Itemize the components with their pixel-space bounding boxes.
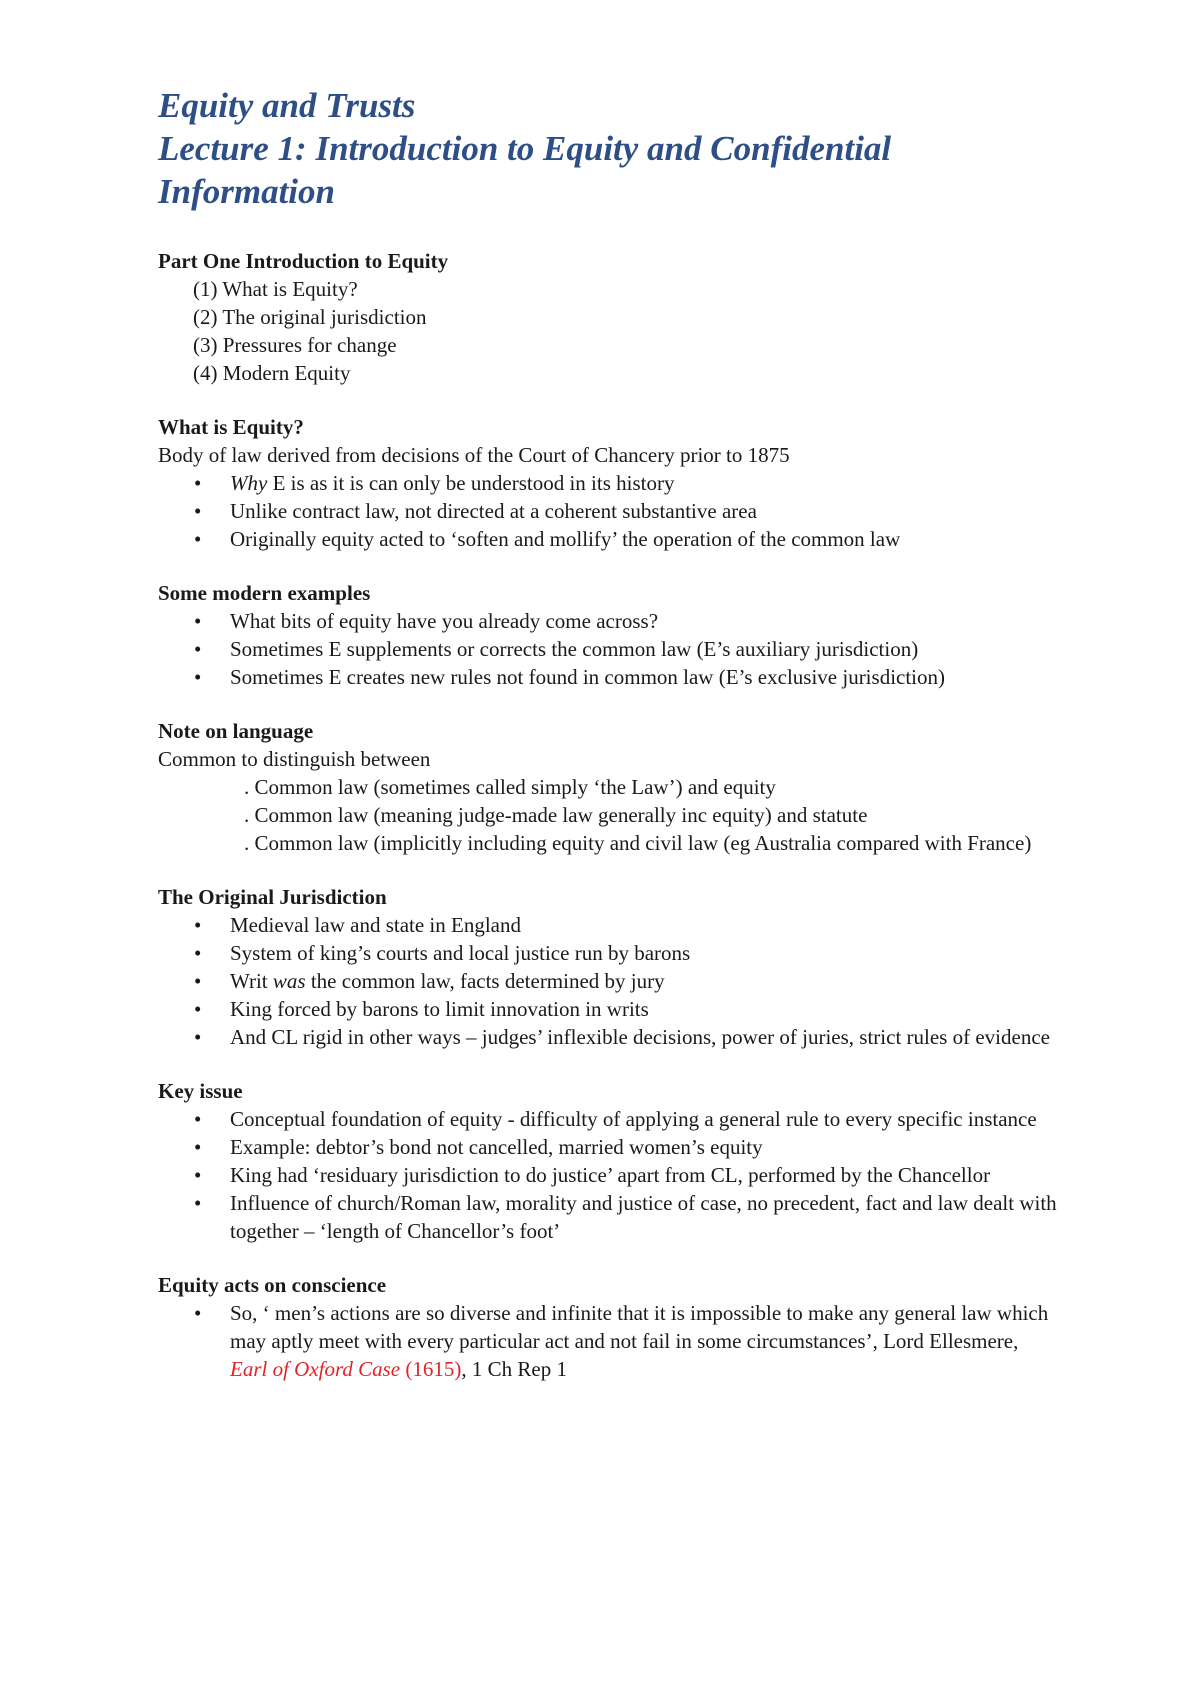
section-note-on-language (158, 717, 1058, 857)
item-text: King had ‘residuary jurisdiction to do justice’ apart from CL, performed by the Chancellor (230, 1163, 991, 1187)
list-item (158, 1189, 1058, 1245)
emphasis-text: was (272, 969, 306, 993)
emphasis-text: Why (230, 471, 268, 495)
item-text: System of king’s courts and local justice run by barons (230, 941, 691, 965)
bullet-list (158, 607, 1058, 691)
item-text: . Common law (implicitly including equity and civil law (eg Australia compared with France) (244, 831, 1032, 855)
list-item (158, 967, 1058, 995)
list-item (158, 663, 1058, 691)
list-item: (1) What is Equity? (193, 277, 358, 301)
bullet-list (158, 911, 1058, 1051)
section-modern-examples (158, 579, 1058, 691)
list-item (158, 995, 1058, 1023)
bullet-icon: • (194, 1135, 202, 1159)
bullet-icon: • (194, 1025, 202, 1049)
section-original-jurisdiction (158, 883, 1058, 1051)
list-item (158, 1299, 1058, 1383)
item-text: . Common law (meaning judge-made law generally inc equity) and statute (244, 803, 868, 827)
section-heading: Some modern examples (158, 581, 371, 605)
section-conscience (158, 1271, 1058, 1383)
list-item (230, 829, 1058, 857)
section-heading: Note on language (158, 719, 314, 743)
section-heading: Key issue (158, 1079, 243, 1103)
numbered-list (158, 275, 1058, 387)
item-text: Writ (230, 969, 273, 993)
dotted-list (158, 773, 1058, 857)
item-text: Influence of church/Roman law, morality and justice of case, no precedent, fact and law dealt with together – ‘length of Chancellor’s foot’ (230, 1191, 1057, 1243)
bullet-icon: • (194, 969, 202, 993)
document-title (158, 84, 1058, 213)
bullet-icon: • (194, 941, 202, 965)
list-item (158, 911, 1058, 939)
bullet-icon: • (194, 527, 202, 551)
bullet-icon: • (194, 637, 202, 661)
item-text: Unlike contract law, not directed at a coherent substantive area (230, 499, 757, 523)
section-heading: The Original Jurisdiction (158, 885, 387, 909)
bullet-icon: • (194, 1107, 202, 1131)
item-text: And CL rigid in other ways – judges’ inflexible decisions, power of juries, strict rules of evidence (230, 1025, 1050, 1049)
case-name: Earl of Oxford Case (230, 1357, 401, 1381)
item-text: E is as it is can only be understood in its history (267, 471, 675, 495)
case-year: (1615) (405, 1357, 462, 1381)
section-intro: Common to distinguish between (158, 747, 431, 771)
bullet-icon: • (194, 471, 202, 495)
item-text: Originally equity acted to ‘soften and mollify’ the operation of the common law (230, 527, 901, 551)
bullet-list (158, 1105, 1058, 1245)
item-text: the common law, facts determined by jury (305, 969, 665, 993)
bullet-icon: • (194, 1301, 202, 1325)
section-heading: What is Equity? (158, 415, 304, 439)
title-line-2: Lecture 1: Introduction to Equity and Confidential (158, 129, 892, 168)
list-item (158, 1133, 1058, 1161)
case-citation: , 1 Ch Rep 1 (461, 1357, 567, 1381)
list-item (158, 497, 1058, 525)
item-text: Medieval law and state in England (230, 913, 521, 937)
bullet-list (158, 1299, 1058, 1383)
item-text: . Common law (sometimes called simply ‘the Law’) and equity (244, 775, 776, 799)
document-page (158, 84, 1058, 1409)
list-item (158, 1105, 1058, 1133)
section-intro: Body of law derived from decisions of the Court of Chancery prior to 1875 (158, 443, 790, 467)
bullet-icon: • (194, 1191, 202, 1215)
bullet-icon: • (194, 499, 202, 523)
item-text: Sometimes E supplements or corrects the common law (E’s auxiliary jurisdiction) (230, 637, 919, 661)
bullet-icon: • (194, 997, 202, 1021)
bullet-icon: • (194, 1163, 202, 1187)
item-text: Example: debtor’s bond not cancelled, married women’s equity (230, 1135, 763, 1159)
list-item (230, 773, 1058, 801)
bullet-icon: • (194, 913, 202, 937)
section-key-issue (158, 1077, 1058, 1245)
list-item (158, 939, 1058, 967)
list-item: (4) Modern Equity (193, 361, 351, 385)
list-item: (2) The original jurisdiction (193, 305, 427, 329)
bullet-list (158, 469, 1058, 553)
section-heading: Equity acts on conscience (158, 1273, 387, 1297)
title-line-1: Equity and Trusts (158, 86, 416, 125)
list-item: (3) Pressures for change (193, 333, 397, 357)
section-heading: Part One Introduction to Equity (158, 249, 449, 273)
section-part-one (158, 247, 1058, 387)
list-item (158, 469, 1058, 497)
list-item (230, 801, 1058, 829)
quote-text: So, ‘ men’s actions are so diverse and infinite that it is impossible to make any general law which may aptly meet with every particular act and not fail in some circumstances’, Lord Ellesmere, (230, 1301, 1049, 1353)
title-line-3: Information (158, 172, 335, 211)
list-item (158, 1161, 1058, 1189)
item-text: Sometimes E creates new rules not found in common law (E’s exclusive jurisdiction) (230, 665, 946, 689)
bullet-icon: • (194, 609, 202, 633)
bullet-icon: • (194, 665, 202, 689)
list-item (158, 1023, 1058, 1051)
section-what-is-equity (158, 413, 1058, 553)
list-item (158, 607, 1058, 635)
item-text: What bits of equity have you already come across? (230, 609, 659, 633)
item-text: King forced by barons to limit innovation in writs (230, 997, 649, 1021)
list-item (158, 635, 1058, 663)
list-item (158, 525, 1058, 553)
item-text: Conceptual foundation of equity - difficulty of applying a general rule to every specific instance (230, 1107, 1037, 1131)
